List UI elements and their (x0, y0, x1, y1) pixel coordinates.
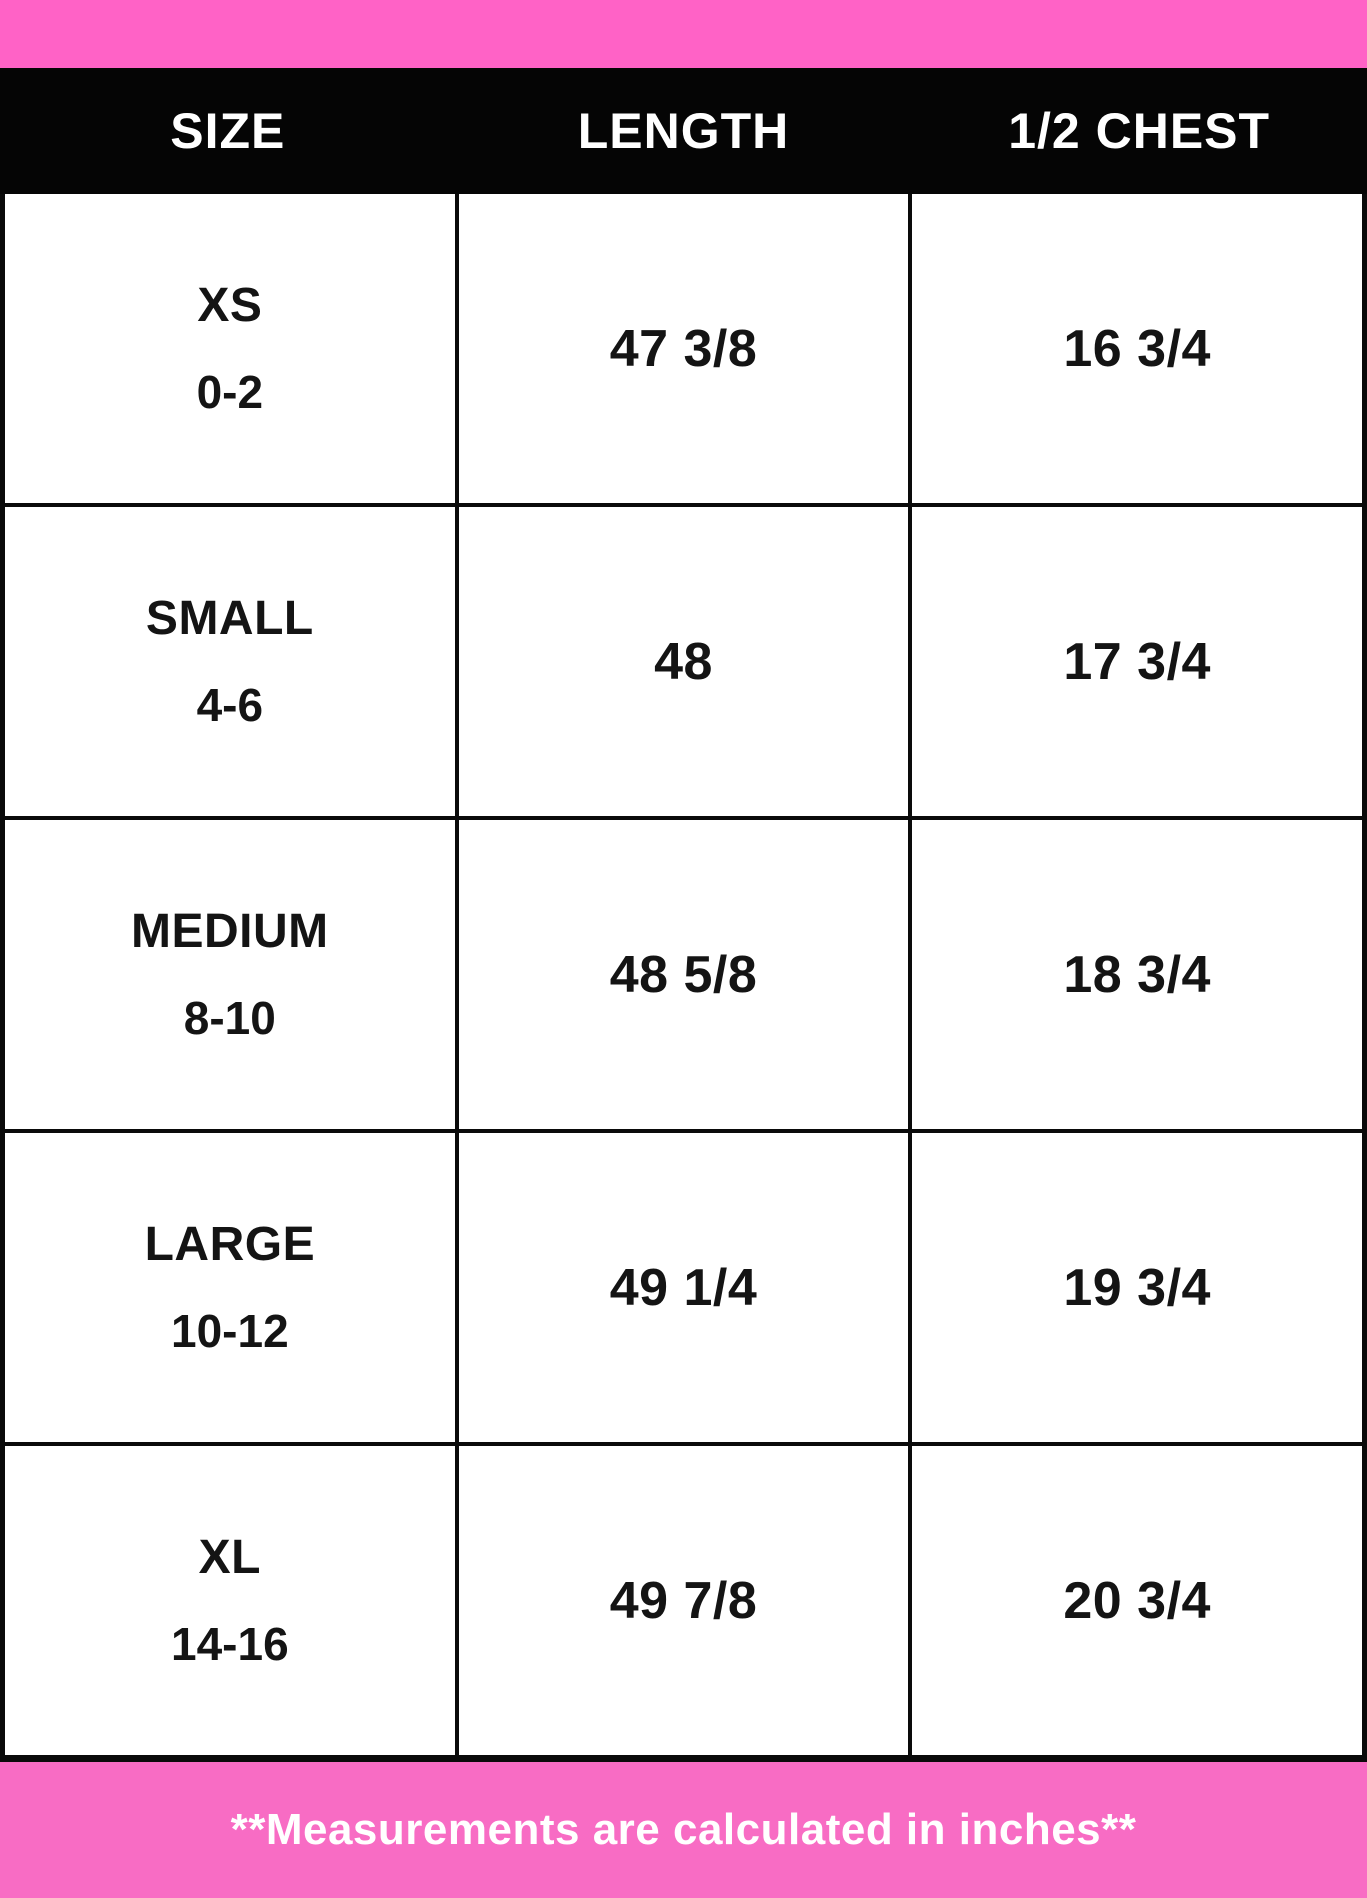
length-value: 48 (654, 632, 713, 691)
length-value: 48 5/8 (609, 945, 758, 1004)
column-header-size: SIZE (170, 103, 286, 159)
half-chest-value: 16 3/4 (1063, 319, 1211, 378)
size-name: SMALL (145, 592, 314, 645)
table-row-large-size-cell (5, 1133, 455, 1442)
top-pink-bar (0, 0, 1367, 68)
table-row-medium-size-cell (5, 820, 455, 1129)
table-row-xl-length-cell (459, 1446, 909, 1755)
size-range: 0-2 (196, 366, 264, 418)
length-value: 49 7/8 (609, 1571, 758, 1630)
table-header-row (0, 68, 1367, 194)
footer-pink-bar (0, 1762, 1367, 1898)
half-chest-value: 19 3/4 (1063, 1258, 1211, 1317)
table-row-large-chest-cell (912, 1133, 1362, 1442)
column-header-half-chest: 1/2 CHEST (1008, 103, 1271, 159)
size-table (0, 194, 1367, 1762)
size-name: LARGE (144, 1218, 316, 1271)
table-row-small-length-cell (459, 507, 909, 816)
measurements-footnote: **Measurements are calculated in inches** (230, 1805, 1137, 1854)
size-range: 4-6 (196, 679, 264, 731)
table-row-medium-chest-cell (912, 820, 1362, 1129)
size-range: 10-12 (171, 1305, 289, 1357)
table-row-xl-size-cell (5, 1446, 455, 1755)
size-name: MEDIUM (131, 905, 329, 958)
size-name: XS (197, 279, 263, 332)
size-range: 14-16 (171, 1618, 289, 1670)
table-row-xs-size-cell (5, 194, 455, 503)
half-chest-value: 18 3/4 (1063, 945, 1211, 1004)
table-row-medium-length-cell (459, 820, 909, 1129)
table-row-xs-length-cell (459, 194, 909, 503)
table-row-xl-chest-cell (912, 1446, 1362, 1755)
table-row-large-length-cell (459, 1133, 909, 1442)
size-name: XL (198, 1531, 261, 1584)
table-row-xs-chest-cell (912, 194, 1362, 503)
half-chest-value: 20 3/4 (1063, 1571, 1211, 1630)
length-value: 47 3/8 (609, 319, 758, 378)
table-row-small-size-cell (5, 507, 455, 816)
length-value: 49 1/4 (609, 1258, 758, 1317)
size-range: 8-10 (183, 992, 276, 1044)
half-chest-value: 17 3/4 (1063, 632, 1211, 691)
column-header-length: LENGTH (577, 103, 790, 159)
table-row-small-chest-cell (912, 507, 1362, 816)
